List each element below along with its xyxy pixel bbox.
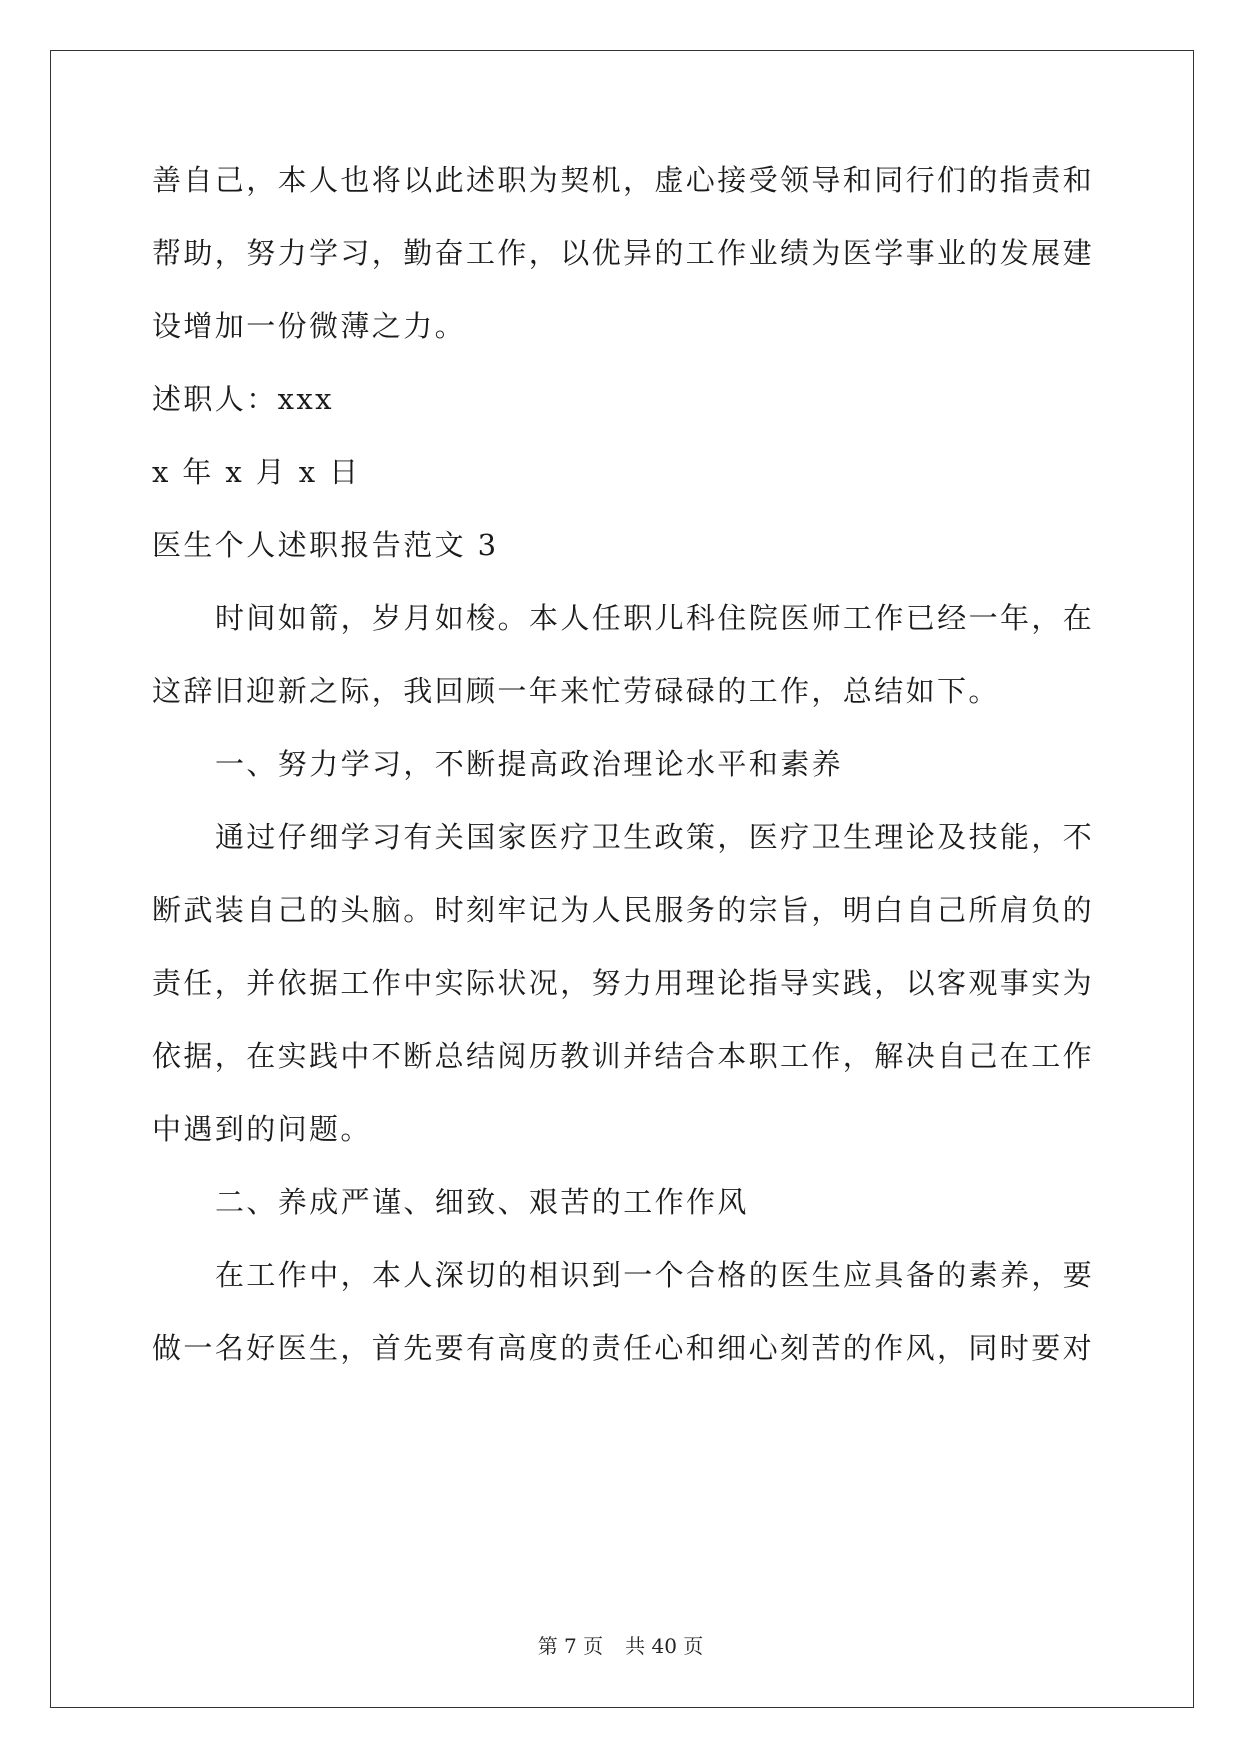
paragraph-line: 做一名好医生，首先要有高度的责任心和细心刻苦的作风，同时要对 <box>152 1331 1095 1365</box>
paragraph-line: 帮助，努力学习，勤奋工作，以优异的工作业绩为医学事业的发展建 <box>152 236 1095 270</box>
paragraph-line: 责任，并依据工作中实际状况，努力用理论指导实践，以客观事实为 <box>152 966 1095 1000</box>
section-title: 医生个人述职报告范文 3 <box>152 528 499 562</box>
date-line: x 年 x 月 x 日 <box>152 455 361 489</box>
paragraph-line: 设增加一份微薄之力。 <box>152 309 467 343</box>
heading-line: 一、努力学习，不断提高政治理论水平和素养 <box>215 747 844 781</box>
paragraph-line: 断武装自己的头脑。时刻牢记为人民服务的宗旨，明白自己所肩负的 <box>152 893 1095 927</box>
paragraph-line: 中遇到的问题。 <box>152 1112 372 1146</box>
page-total: 共 40 页 <box>625 1634 704 1658</box>
paragraph-line: 善自己，本人也将以此述职为契机，虚心接受领导和同行们的指责和 <box>152 163 1095 197</box>
page-border <box>50 50 1194 1708</box>
paragraph-line: 时间如箭，岁月如梭。本人任职儿科住院医师工作已经一年，在 <box>215 601 1095 635</box>
paragraph-line: 依据，在实践中不断总结阅历教训并结合本职工作，解决自己在工作 <box>152 1039 1095 1073</box>
page-footer <box>0 1634 1241 1658</box>
paragraph-line: 这辞旧迎新之际，我回顾一年来忙劳碌碌的工作，总结如下。 <box>152 674 1000 708</box>
heading-line: 二、养成严谨、细致、艰苦的工作作风 <box>215 1185 749 1219</box>
paragraph-line: 通过仔细学习有关国家医疗卫生政策，医疗卫生理论及技能，不 <box>215 820 1095 854</box>
page-number: 第 7 页 <box>537 1634 604 1658</box>
signature-line: 述职人：xxx <box>152 382 334 416</box>
paragraph-line: 在工作中，本人深切的相识到一个合格的医生应具备的素养，要 <box>215 1258 1095 1292</box>
